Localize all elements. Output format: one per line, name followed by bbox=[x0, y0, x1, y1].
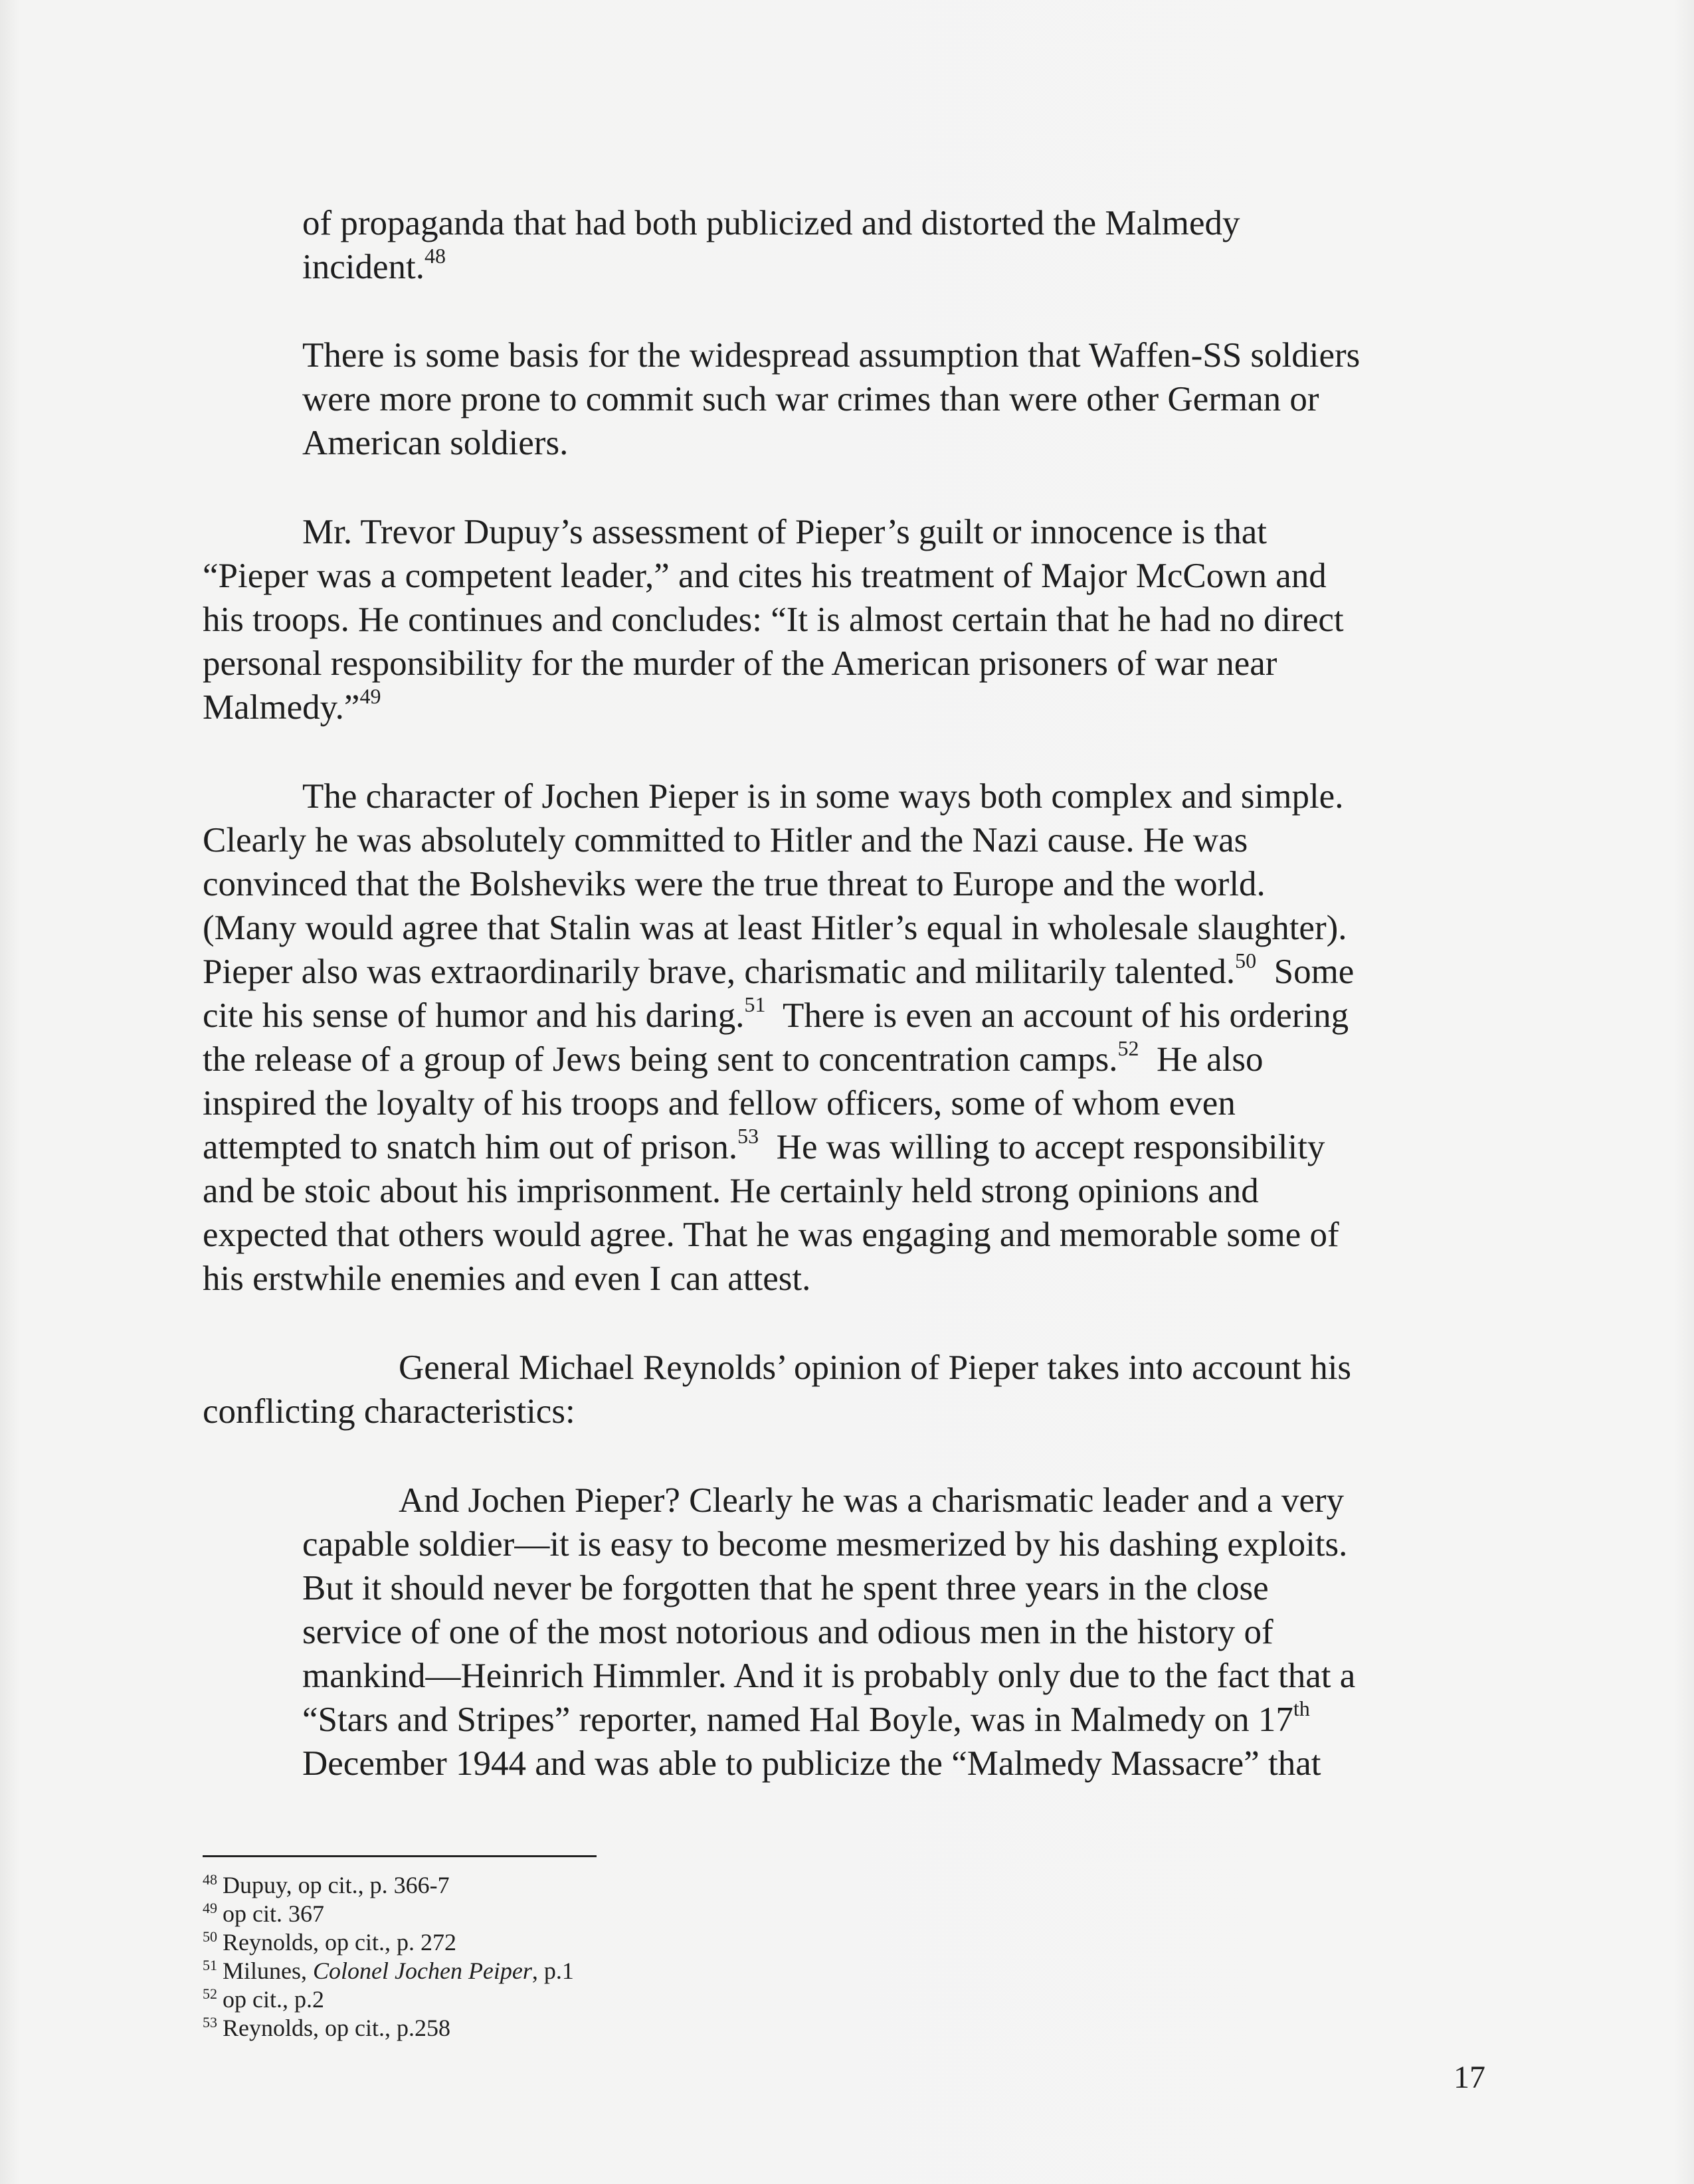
paragraph-4-line-1: The character of Jochen Pieper is in some ways both complex and simple. bbox=[302, 777, 1344, 816]
paragraph-5-line-1: General Michael Reynolds’ opinion of Pieper takes into account his bbox=[399, 1348, 1352, 1387]
paragraph-4-line-5: Pieper also was extraordinarily brave, charismatic and militarily talented.$^{50}$ Some bbox=[203, 948, 1355, 991]
paragraph-4-line-2: Clearly he was absolutely committed to Hitler and the Nazi cause. He was bbox=[203, 821, 1248, 860]
footnote-48: $^{48}$ Dupuy, op cit., p. 366-7 bbox=[203, 1871, 450, 1898]
footnote-49: $^{49}$ op cit. 367 bbox=[203, 1900, 324, 1927]
paragraph-1-line-2: incident.$^{48}$ bbox=[302, 243, 446, 286]
paragraph-3-line-4: personal responsibility for the murder of the American prisoners of war near bbox=[203, 644, 1277, 683]
paragraph-2-line-1: There is some basis for the widespread assumption that Waffen-SS soldiers bbox=[302, 336, 1361, 375]
block-quote-line-1: And Jochen Pieper? Clearly he was a charismatic leader and a very bbox=[399, 1481, 1345, 1520]
paragraph-1-line-1: of propaganda that had both publicized and distorted the Malmedy bbox=[302, 204, 1240, 242]
paragraph-3-line-1: Mr. Trevor Dupuy’s assessment of Pieper’s guilt or innocence is that bbox=[302, 513, 1267, 551]
paragraph-4-line-9: attempted to snatch him out of prison.$^{53}$ He was willing to accept responsibility bbox=[203, 1123, 1325, 1166]
block-quote-line-6: “Stars and Stripes” reporter, named Hal Boyle, was in Malmedy on 17th bbox=[302, 1696, 1310, 1739]
block-quote-line-5: mankind—Heinrich Himmler. And it is probably only due to the fact that a bbox=[302, 1657, 1356, 1695]
page-number: 17 bbox=[1454, 2060, 1485, 2095]
footnote-separator bbox=[203, 1855, 597, 1857]
paragraph-3-line-3: his troops. He continues and concludes: “It is almost certain that he had no direct bbox=[203, 600, 1344, 639]
paragraph-3-line-5: Malmedy.”$^{49}$ bbox=[203, 683, 381, 727]
paragraph-5-line-2: conflicting characteristics: bbox=[203, 1392, 575, 1431]
paragraph-4-line-12: his erstwhile enemies and even I can attest. bbox=[203, 1259, 811, 1298]
footnote-ref-49[interactable]: 49 bbox=[359, 683, 381, 708]
paragraph-2-line-3: American soldiers. bbox=[302, 424, 569, 462]
paragraph-2-line-2: were more prone to commit such war crimes than were other German or bbox=[302, 380, 1319, 418]
paragraph-4-line-7: the release of a group of Jews being sent to concentration camps.$^{52}$ He also bbox=[203, 1036, 1264, 1079]
paragraph-4-line-6: cite his sense of humor and his daring.$^{51}$ There is even an account of his ordering bbox=[203, 992, 1349, 1035]
footnote-53: $^{53}$ Reynolds, op cit., p.258 bbox=[203, 2014, 450, 2041]
footnote-ref-52[interactable]: 52 bbox=[1117, 1036, 1139, 1060]
paragraph-4-line-10: and be stoic about his imprisonment. He certainly held strong opinions and bbox=[203, 1172, 1259, 1210]
footnote-ref-50[interactable]: 50 bbox=[1235, 948, 1257, 972]
block-quote-line-4: service of one of the most notorious and odious men in the history of bbox=[302, 1613, 1273, 1651]
footnote-50: $^{50}$ Reynolds, op cit., p. 272 bbox=[203, 1928, 456, 1956]
paragraph-4-line-3: convinced that the Bolsheviks were the true threat to Europe and the world. bbox=[203, 865, 1266, 903]
paragraph-4-line-11: expected that others would agree. That he was engaging and memorable some of bbox=[203, 1216, 1339, 1254]
footnote-ref-51[interactable]: 51 bbox=[744, 992, 766, 1016]
footnote-ref-48[interactable]: 48 bbox=[424, 243, 446, 268]
block-quote-line-3: But it should never be forgotten that he spent three years in the close bbox=[302, 1569, 1269, 1607]
block-quote-line-2: capable soldier—it is easy to become mesmerized by his dashing exploits. bbox=[302, 1525, 1348, 1564]
book-title: Colonel Jochen Peiper bbox=[313, 1957, 532, 1984]
block-quote-line-7: December 1944 and was able to publicize the “Malmedy Massacre” that bbox=[302, 1744, 1321, 1783]
paragraph-4-line-4: (Many would agree that Stalin was at least Hitler’s equal in wholesale slaughter). bbox=[203, 909, 1347, 947]
paragraph-4-line-8: inspired the loyalty of his troops and fellow officers, some of whom even bbox=[203, 1084, 1236, 1123]
paragraph-3-line-2: “Pieper was a competent leader,” and cites his treatment of Major McCown and bbox=[203, 557, 1327, 595]
footnote-ref-53[interactable]: 53 bbox=[737, 1123, 759, 1148]
ordinal-suffix: th bbox=[1293, 1696, 1310, 1720]
footnote-51: $^{51}$ Milunes, Colonel Jochen Peiper, p.1 bbox=[203, 1957, 574, 1984]
footnote-52: $^{52}$ op cit., p.2 bbox=[203, 1985, 324, 2013]
